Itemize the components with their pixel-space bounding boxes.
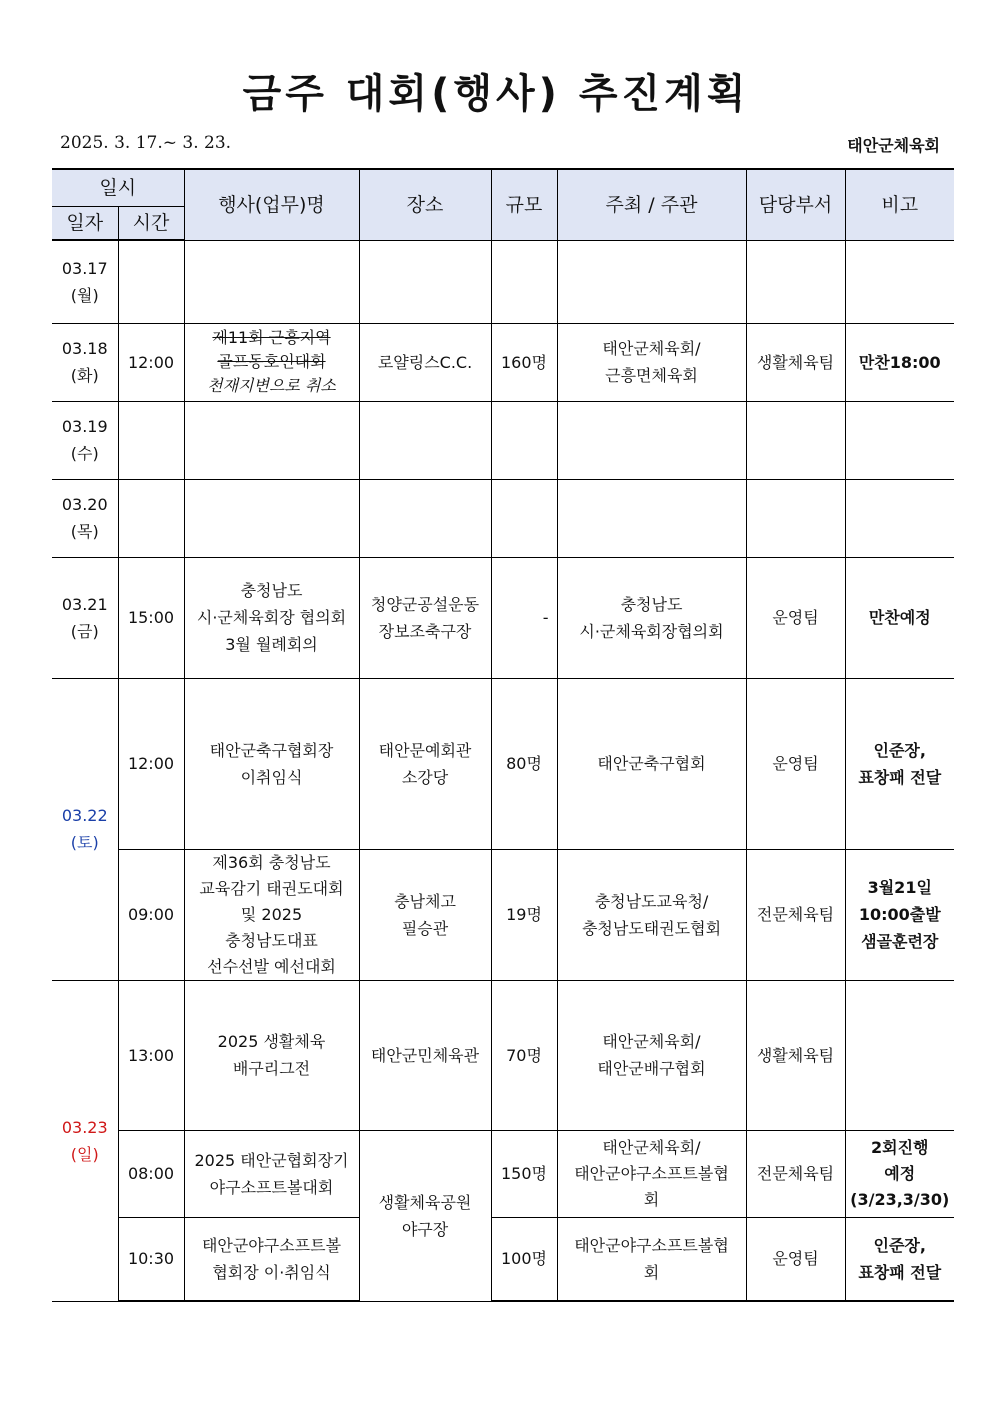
event-name-cell: 제11회 근흥지역 골프동호인대회 천재지변으로 취소 — [184, 323, 359, 401]
note-cell: 인준장, 표창패 전달 — [845, 678, 954, 849]
host-cell: 충청남도교육청/ 충청남도태권도협회 — [557, 849, 746, 980]
event-name-cell: 2025 생활체육 배구리그전 — [184, 980, 359, 1130]
scale-cell: 150명 — [491, 1130, 557, 1217]
header-scale: 규모 — [491, 169, 557, 240]
time-cell: 13:00 — [118, 980, 184, 1130]
date-cell: 03.21 (금) — [52, 557, 118, 678]
time-cell: 12:00 — [118, 678, 184, 849]
note-cell: 만찬예정 — [845, 557, 954, 678]
dept-cell: 전문체육팀 — [746, 849, 845, 980]
table-row — [52, 401, 954, 479]
note-cell: 만찬18:00 — [845, 323, 954, 401]
dept-cell: 운영팀 — [746, 1217, 845, 1301]
scale-cell: 80명 — [491, 678, 557, 849]
table-row — [52, 980, 954, 1130]
host-cell: 태안군체육회/ 근흥면체육회 — [557, 323, 746, 401]
header-host: 주최 / 주관 — [557, 169, 746, 240]
time-cell: 15:00 — [118, 557, 184, 678]
table-row — [52, 240, 954, 323]
table-row — [52, 557, 954, 678]
date-cell: 03.20 (목) — [52, 479, 118, 557]
header-dept: 담당부서 — [746, 169, 845, 240]
note-cell — [845, 980, 954, 1130]
host-cell: 태안군체육회/ 태안군배구협회 — [557, 980, 746, 1130]
event-name-cell: 태안군축구협회장 이취임식 — [184, 678, 359, 849]
time-cell: 08:00 — [118, 1130, 184, 1217]
event-name-cell: 2025 태안군협회장기 야구소프트볼대회 — [184, 1130, 359, 1217]
place-cell: 태안문예회관 소강당 — [359, 678, 491, 849]
page-title: 금주 대회(행사) 추진계획 — [242, 71, 750, 117]
note-cell: 인준장, 표창패 전달 — [845, 1217, 954, 1301]
date-cell-saturday: 03.22 (토) — [52, 678, 118, 980]
time-cell: 10:30 — [118, 1217, 184, 1301]
place-cell: 생활체육공원 야구장 — [359, 1130, 491, 1301]
event-name-cell: 태안군야구소프트볼 협회장 이·취임식 — [184, 1217, 359, 1301]
date-cell-sunday: 03.23 (일) — [52, 980, 118, 1301]
event-name-cell: 제36회 충청남도 교육감기 태권도대회 및 2025 충청남도대표 선수선발 예선대회 — [184, 849, 359, 980]
event-name-cell: 충청남도 시·군체육회장 협의회 3월 월례회의 — [184, 557, 359, 678]
table-row — [52, 479, 954, 557]
header-time: 시간 — [118, 206, 184, 240]
header-note: 비고 — [845, 169, 954, 240]
dept-cell: 전문체육팀 — [746, 1130, 845, 1217]
table-row — [52, 1217, 954, 1301]
date-cell: 03.19 (수) — [52, 401, 118, 479]
table-row — [52, 323, 954, 401]
scale-cell: - — [491, 557, 557, 678]
date-cell: 03.17 (월) — [52, 240, 118, 323]
place-cell: 충남체고 필승관 — [359, 849, 491, 980]
time-cell: 09:00 — [118, 849, 184, 980]
host-cell: 충청남도 시·군체육회장협의회 — [557, 557, 746, 678]
header-date: 일자 — [52, 206, 118, 240]
header-datetime: 일시 — [52, 169, 184, 206]
place-cell: 청양군공설운동 장보조축구장 — [359, 557, 491, 678]
place-cell: 로얄링스C.C. — [359, 323, 491, 401]
header-event: 행사(업무)명 — [184, 169, 359, 240]
dept-cell: 운영팀 — [746, 678, 845, 849]
host-cell: 태안군체육회/ 태안군야구소프트볼협 회 — [557, 1130, 746, 1217]
time-cell: 12:00 — [118, 323, 184, 401]
header-place: 장소 — [359, 169, 491, 240]
table-row — [52, 678, 954, 849]
table-row — [52, 849, 954, 980]
dept-cell: 운영팀 — [746, 557, 845, 678]
host-cell: 태안군야구소프트볼협 회 — [557, 1217, 746, 1301]
dept-cell: 생활체육팀 — [746, 980, 845, 1130]
period-range: 2025. 3. 17.~ 3. 23. — [60, 133, 232, 153]
table-row — [52, 1130, 954, 1217]
scale-cell: 100명 — [491, 1217, 557, 1301]
scale-cell: 70명 — [491, 980, 557, 1130]
cancel-note: 천재지변으로 취소 — [207, 376, 336, 395]
organization-name: 태안군체육회 — [847, 136, 940, 155]
dept-cell: 생활체육팀 — [746, 323, 845, 401]
scale-cell: 19명 — [491, 849, 557, 980]
note-cell: 3월21일 10:00출발 샘골훈련장 — [845, 849, 954, 980]
schedule-table — [52, 168, 954, 1302]
host-cell: 태안군축구협회 — [557, 678, 746, 849]
date-cell: 03.18 (화) — [52, 323, 118, 401]
place-cell: 태안군민체육관 — [359, 980, 491, 1130]
note-cell: 2회진행 예정 (3/23,3/30) — [845, 1130, 954, 1217]
scale-cell: 160명 — [491, 323, 557, 401]
